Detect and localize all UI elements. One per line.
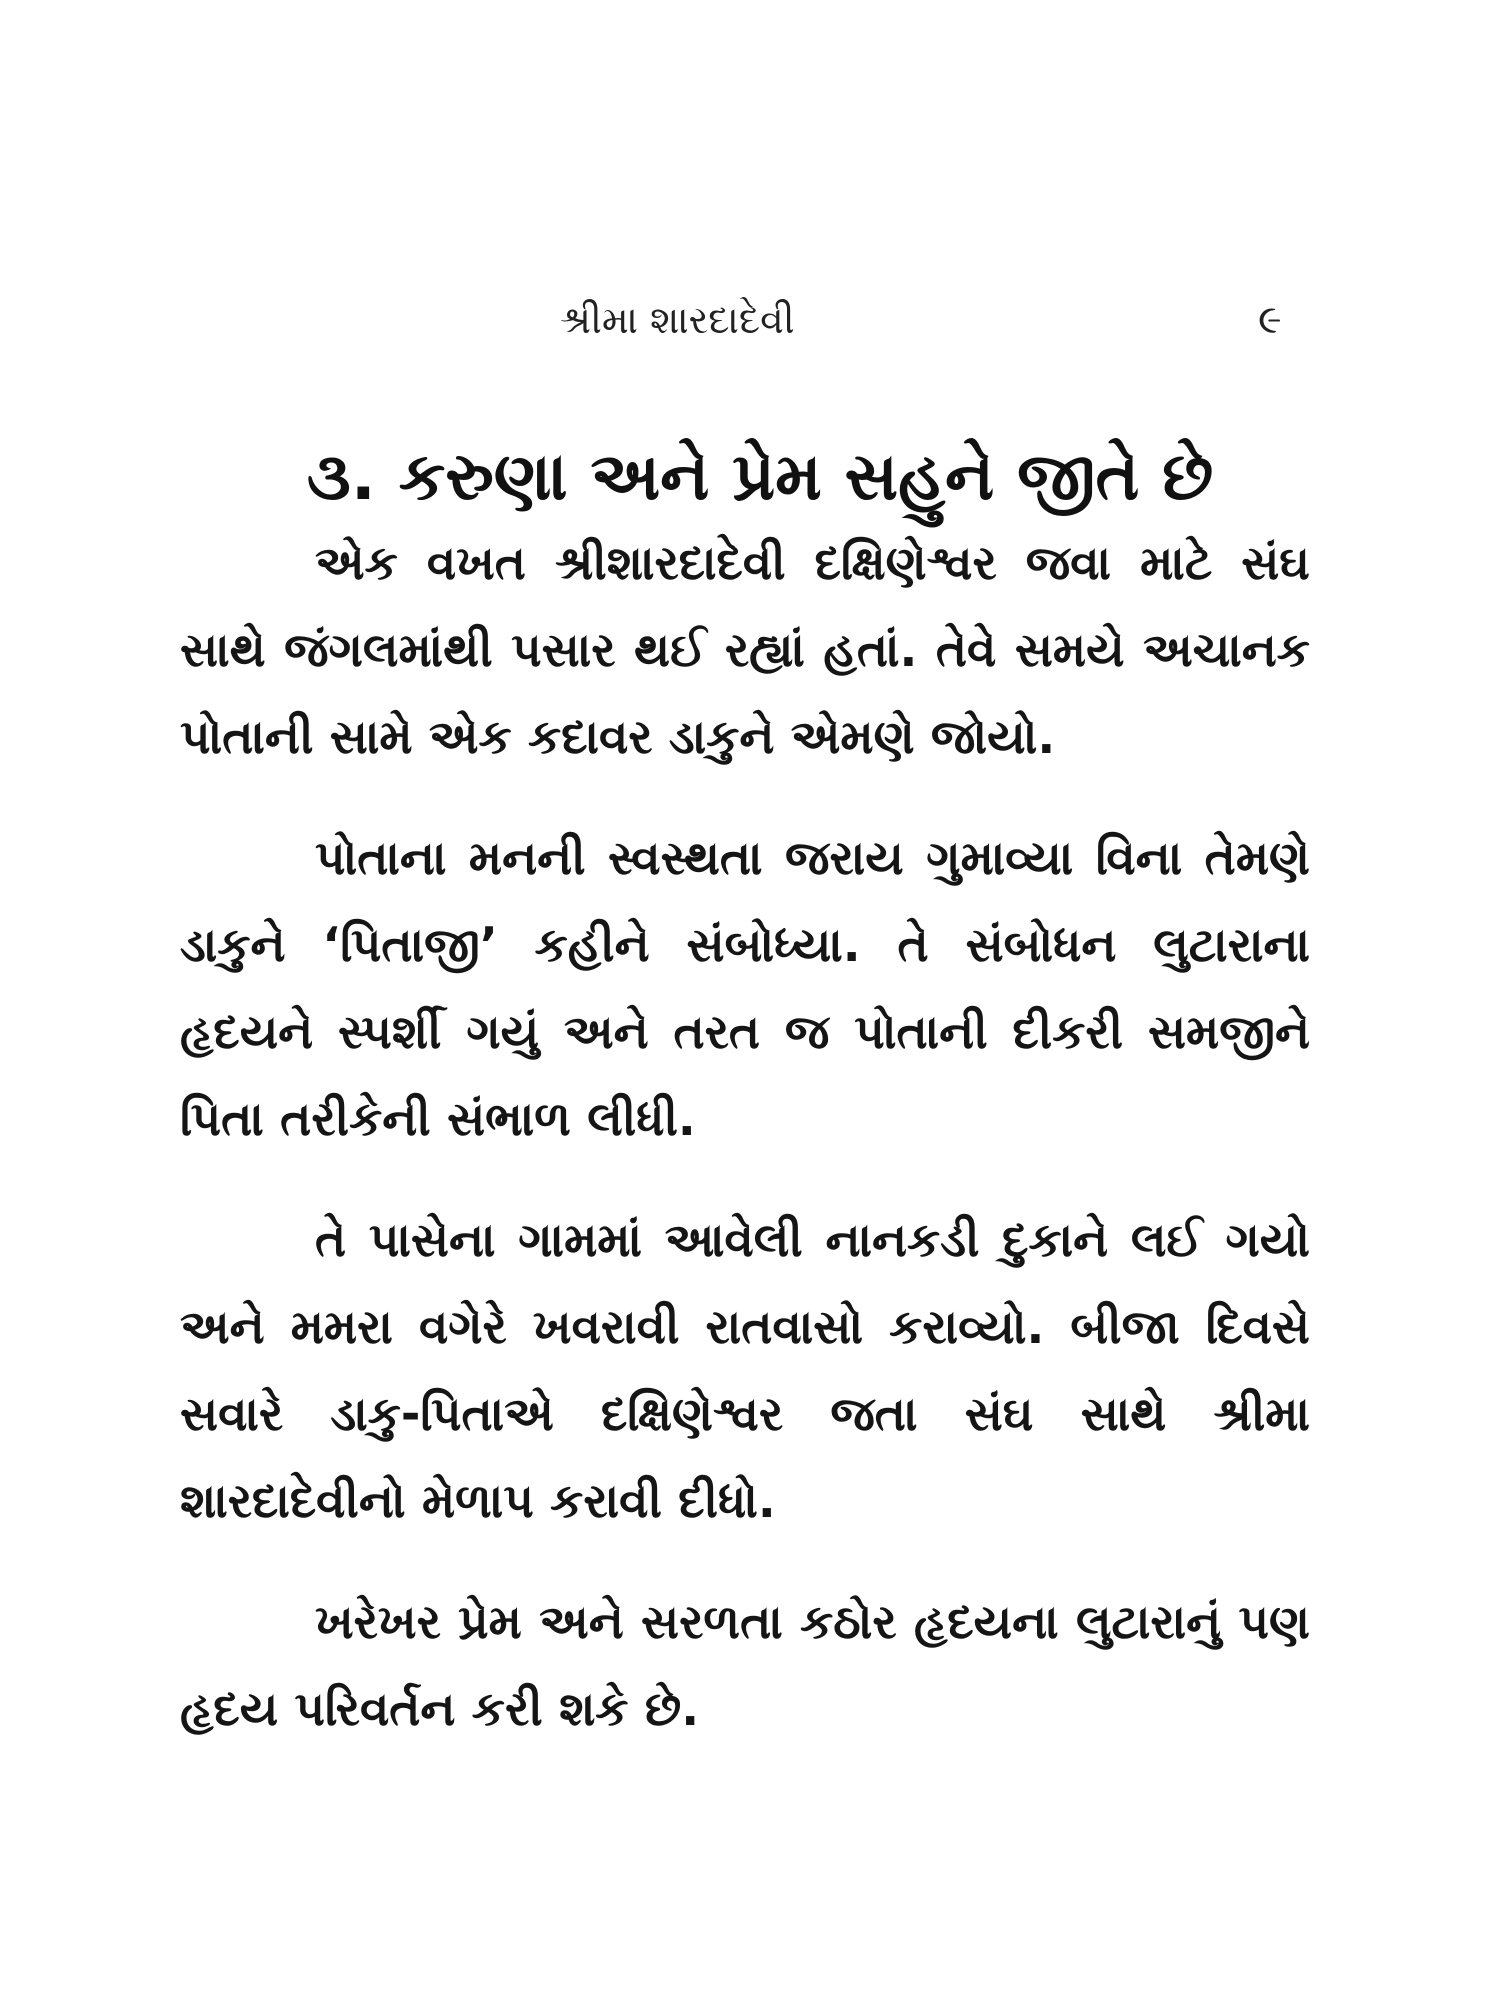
page-number: ૯ — [1258, 297, 1282, 343]
running-header — [0, 292, 1500, 348]
chapter-body — [180, 520, 1310, 1787]
paragraph-1: એક વખત શ્રીશારદાદેવી દક્ષિણેશ્વર જવા માટે સંઘ સાથે જંગલમાંથી પસાર થઈ રહ્યાં હતાં. તેવે સમયે અચાનક પોતાની સામે એક કદાવર ડાકુને એમણે જોયો. — [180, 536, 1310, 765]
paragraph-2: પોતાના મનની સ્વસ્થતા જરાય ગુમાવ્યા વિના તેમણે ડાકુને ‘પિતાજી’ કહીને સંબોધ્યા. તે સંબોધન લુટારાના હૃદયને સ્પર્શી ગયું અને તરત જ પોતાની દીકરી સમજીને પિતા તરીકેની સંભાળ લીધી. — [180, 831, 1310, 1147]
chapter-title: ૩. કરુણા અને પ્રેમ સહુને જીતે છે — [306, 438, 1214, 516]
running-title: શ્રીમા શારદાદેવી — [560, 298, 795, 342]
paragraph-3: તે પાસેના ગામમાં આવેલી નાનકડી દુકાને લઈ ગયો અને મમરા વગેરે ખવરાવી રાતવાસો કરાવ્યો. બીજા દિવસે સવારે ડાકુ-પિતાએ દક્ષિણેશ્વર જતા સંઘ સાથે શ્રીમા શારદાદેવીનો મેળાપ કરાવી દીધો. — [180, 1213, 1310, 1529]
paragraph-4: ખરેખર પ્રેમ અને સરળતા કઠોર હૃદયના લુટારાનું પણ હૃદય પરિવર્તન કરી શકે છે. — [180, 1595, 1310, 1737]
